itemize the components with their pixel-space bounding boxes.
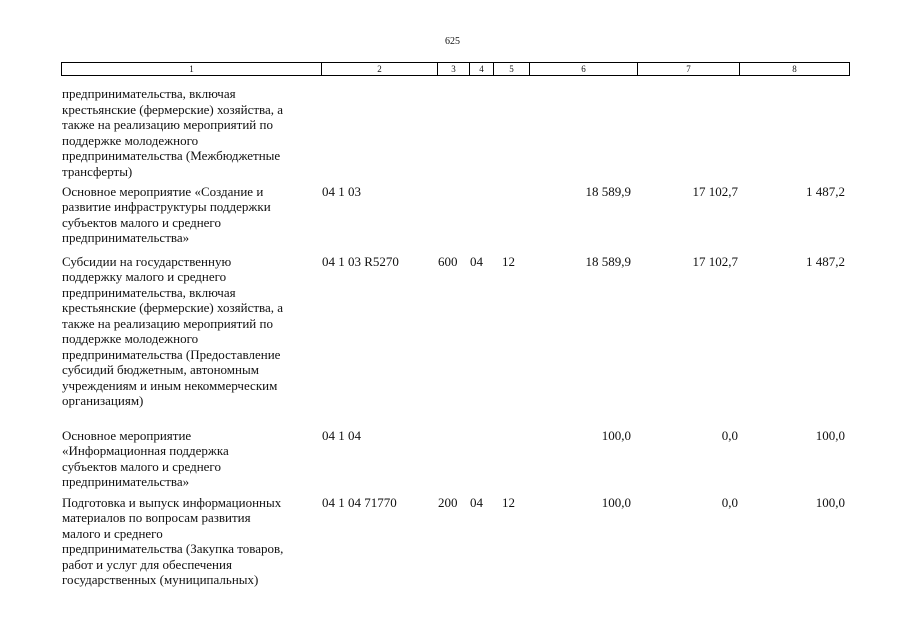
- row-cell-c8: 1 487,2: [806, 253, 845, 269]
- row-cell-c6: 100,0: [601, 427, 631, 443]
- row-cell-c7: 17 102,7: [692, 183, 738, 199]
- header-col-7: 7: [637, 63, 739, 75]
- row-cell-c4: 04: [470, 494, 483, 510]
- row-name-line: «Информационная поддержка: [62, 443, 229, 458]
- row-name-line: предпринимательства»: [62, 474, 190, 489]
- row-cell-code: 04 1 03: [322, 183, 361, 199]
- row-cell-c6: 100,0: [601, 494, 631, 510]
- row-name-line: Субсидии на государственную: [62, 253, 232, 269]
- row-cell-c8: 100,0: [815, 494, 845, 510]
- header-col-2: 2: [321, 63, 437, 75]
- row-name-line: материалов по вопросам развития: [62, 510, 251, 525]
- row-name-line: предпринимательства (Предоставление: [62, 346, 281, 362]
- header-col-1: 1: [61, 63, 321, 75]
- row-cell-c3: 600: [438, 253, 458, 269]
- row-cell-c3: 200: [438, 494, 458, 510]
- row-name-line: субъектов малого и среднего: [62, 214, 221, 230]
- row-cell-code: 04 1 04: [322, 427, 361, 443]
- header-col-8: 8: [739, 63, 850, 75]
- row-cell-c8: 100,0: [815, 427, 845, 443]
- row-name-line: предпринимательства (Межбюджетные: [62, 148, 281, 163]
- row-name-line: Основное мероприятие: [62, 427, 192, 443]
- row-name-line: также на реализацию мероприятий по: [62, 117, 273, 132]
- row-name-line: учреждениям и иным некоммерческим: [62, 377, 278, 393]
- row-name-line: субъектов малого и среднего: [62, 458, 221, 474]
- row-name-line: поддержку малого и среднего: [62, 269, 227, 284]
- row-name-line: субсидий бюджетным, автономным: [62, 362, 259, 377]
- page-number: 625: [445, 36, 460, 47]
- table-header: [61, 62, 850, 76]
- row-name-line: Основное мероприятие «Создание и: [62, 183, 264, 199]
- row-name-line: предпринимательства, включая: [62, 284, 236, 300]
- row-name-line: предпринимательства, включая: [62, 86, 236, 101]
- row-cell-c6: 18 589,9: [585, 253, 631, 269]
- header-col-5: 5: [493, 63, 529, 75]
- row-cell-c7: 0,0: [721, 427, 738, 443]
- row-cell-c4: 04: [470, 253, 483, 269]
- row-name-line: государственных (муниципальных): [62, 572, 259, 587]
- row-cell-c5: 12: [502, 253, 515, 269]
- row-name-line: крестьянские (фермерские) хозяйства, а: [62, 101, 284, 117]
- row-cell-code: 04 1 03 R5270: [322, 253, 399, 269]
- row-cell-c7: 17 102,7: [692, 253, 738, 269]
- row-cell-c8: 1 487,2: [806, 183, 845, 199]
- row-name-line: поддержке молодежного: [62, 132, 199, 148]
- row-cell-c7: 0,0: [721, 494, 738, 510]
- row-name-line: предпринимательства (Закупка товаров,: [62, 541, 284, 556]
- row-cell-c6: 18 589,9: [585, 183, 631, 199]
- row-cell-c5: 12: [502, 494, 515, 510]
- row-name-line: также на реализацию мероприятий по: [62, 315, 273, 331]
- row-name-line: предпринимательства»: [62, 230, 190, 245]
- row-name-line: малого и среднего: [62, 525, 163, 541]
- header-col-6: 6: [529, 63, 637, 75]
- row-name-line: поддержке молодежного: [62, 331, 199, 346]
- header-col-4: 4: [469, 63, 493, 75]
- row-name-line: крестьянские (фермерские) хозяйства, а: [62, 300, 284, 315]
- row-name-line: организациям): [62, 393, 144, 408]
- row-name-line: Подготовка и выпуск информационных: [62, 494, 282, 510]
- row-name-line: развитие инфраструктуры поддержки: [62, 199, 271, 214]
- row-name-line: трансферты): [62, 163, 133, 179]
- header-col-3: 3: [437, 63, 469, 75]
- row-name-line: работ и услуг для обеспечения: [62, 556, 232, 572]
- row-cell-code: 04 1 04 71770: [322, 494, 397, 510]
